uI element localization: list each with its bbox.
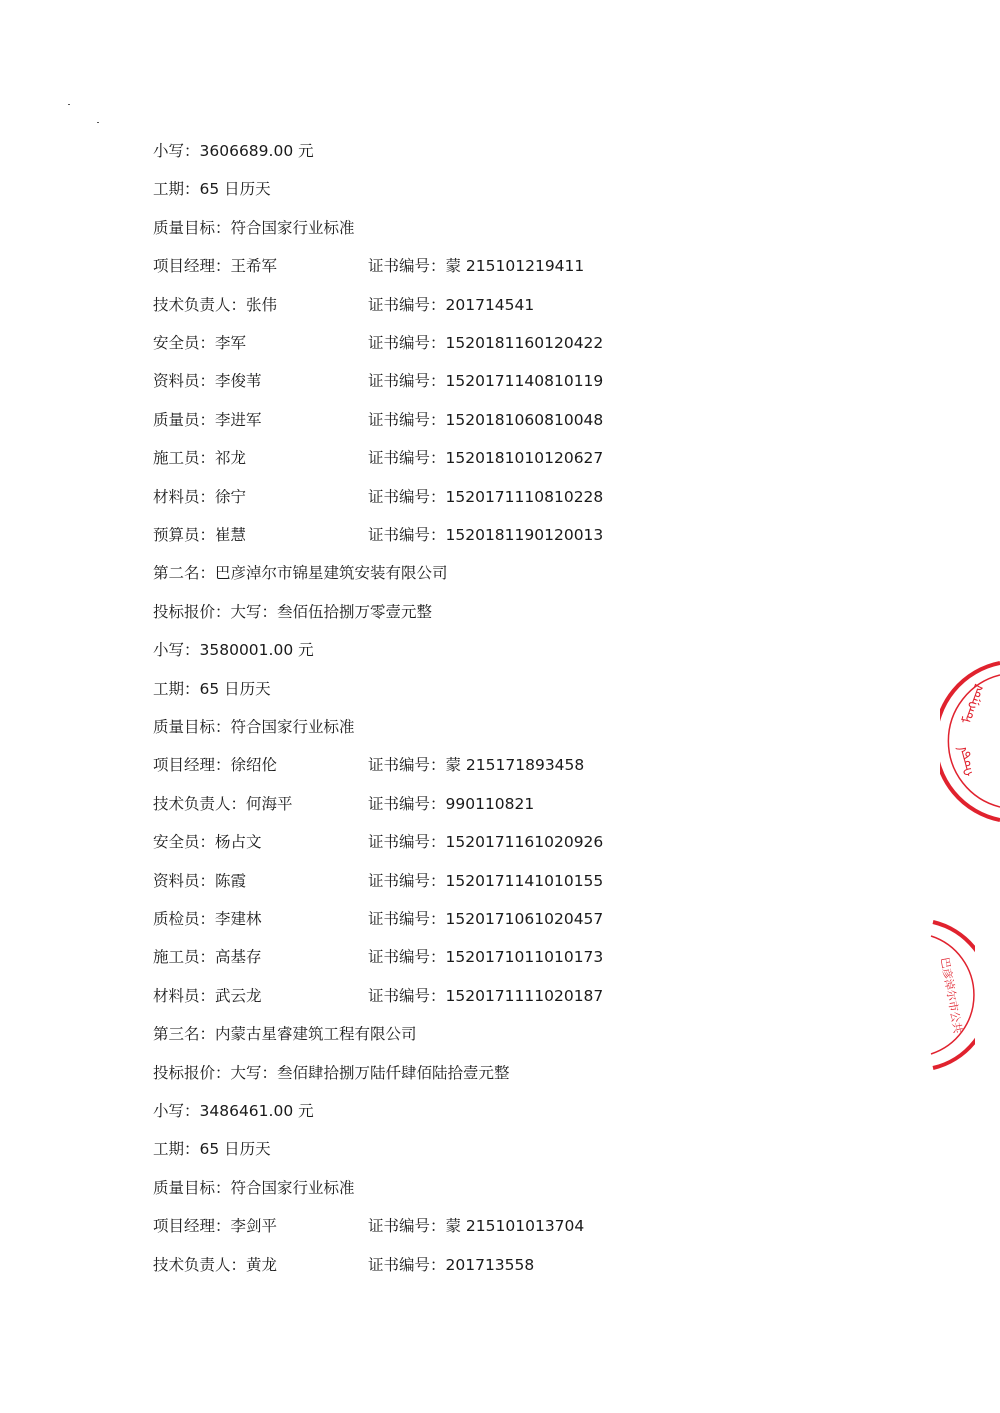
line-text: 资料员：陈霞: [153, 871, 247, 890]
line-text: 质量目标：符合国家行业标准: [153, 218, 355, 237]
certificate-number: 证书编号：1520171110810228: [368, 487, 604, 506]
red-seal-stamp-upper: [940, 655, 1000, 830]
svg-text:ᠬᠣᠲᠠ: ᠬᠣᠲᠠ: [955, 743, 978, 778]
line-text: 预算员：崔慧: [153, 526, 247, 544]
certificate-number: 证书编号：1520171061020457: [368, 910, 604, 928]
certificate-number: 证书编号：1520181160120422: [368, 334, 604, 352]
document-line: [153, 678, 271, 700]
line-text: 安全员：杨占文: [153, 833, 262, 852]
line-text: 安全员：李军: [153, 334, 247, 352]
line-text: 技术负责人：黄龙: [153, 1255, 278, 1274]
line-text: 质量目标：符合国家行业标准: [153, 1178, 355, 1197]
certificate-number: 证书编号：990110821: [368, 794, 535, 813]
line-text: 质量目标：符合国家行业标准: [153, 718, 355, 736]
document-line: [153, 486, 604, 508]
line-text: 项目经理：王希军: [153, 257, 278, 276]
line-text: 第三名：内蒙古星睿建筑工程有限公司: [153, 1025, 417, 1044]
svg-text:巴彦淖尔市公共: 巴彦淖尔市公共: [938, 956, 965, 1035]
document-line: [153, 870, 604, 892]
document-line: [153, 562, 448, 584]
document-line: [153, 716, 355, 738]
document-line: [153, 217, 355, 239]
document-line: [153, 178, 271, 200]
line-text: 材料员：武云龙: [153, 986, 262, 1005]
line-text: 小写：3580001.00 元: [153, 641, 314, 660]
document-line: [153, 1138, 271, 1160]
document-line: [153, 332, 604, 354]
line-text: 投标报价：大写：叁佰肆拾捌万陆仟肆佰陆拾壹元整: [153, 1063, 510, 1082]
line-text: 工期：65 日历天: [153, 1140, 271, 1159]
line-text: 施工员：高基存: [153, 948, 262, 967]
certificate-number: 证书编号：1520181190120013: [368, 526, 604, 544]
line-text: 技术负责人：何海平: [153, 794, 293, 813]
line-text: 资料员：李俊苇: [153, 372, 262, 391]
certificate-number: 证书编号：201713558: [368, 1255, 535, 1274]
line-text: 工期：65 日历天: [153, 679, 271, 698]
certificate-number: 证书编号：1520171011010173: [368, 948, 604, 967]
document-line: [153, 294, 535, 316]
document-line: [153, 409, 604, 431]
line-text: 小写：3486461.00 元: [153, 1102, 314, 1120]
certificate-number: 证书编号：蒙 215101219411: [368, 257, 585, 276]
line-text: 项目经理：徐绍伦: [153, 756, 278, 775]
line-text: 材料员：徐宁: [153, 487, 247, 506]
certificate-number: 证书编号：1520171161020926: [368, 833, 604, 852]
document-line: [153, 255, 585, 277]
line-text: 质检员：李建林: [153, 910, 262, 928]
certificate-number: 证书编号：蒙 215101013704: [368, 1217, 585, 1236]
certificate-number: 证书编号：1520171141010155: [368, 871, 604, 890]
document-line: [153, 985, 604, 1007]
certificate-number: 证书编号：201714541: [368, 295, 535, 314]
line-text: 技术负责人：张伟: [153, 295, 278, 314]
document-line: [153, 1215, 585, 1237]
document-line: [153, 524, 604, 546]
document-line: [153, 601, 432, 623]
document-line: [153, 946, 604, 968]
document-line: [153, 831, 604, 853]
line-text: 施工员：祁龙: [153, 449, 247, 468]
red-seal-stamp-lower: [925, 918, 975, 1073]
line-text: 小写：3606689.00 元: [153, 142, 314, 160]
scan-speck: [97, 122, 99, 123]
scan-speck: [68, 104, 70, 105]
line-text: 投标报价：大写：叁佰伍拾捌万零壹元整: [153, 602, 433, 621]
document-line: [153, 754, 585, 776]
document-line: [153, 639, 314, 661]
document-line: [153, 1023, 417, 1045]
document-line: [153, 793, 535, 815]
line-text: 工期：65 日历天: [153, 180, 271, 199]
document-line: [153, 1100, 314, 1122]
certificate-number: 证书编号：蒙 215171893458: [368, 756, 585, 775]
document-line: [153, 1254, 535, 1276]
line-text: 质量员：李进军: [153, 410, 262, 429]
certificate-number: 证书编号：1520181060810048: [368, 410, 604, 429]
certificate-number: 证书编号：1520171111020187: [368, 986, 604, 1005]
certificate-number: 证书编号：1520181010120627: [368, 449, 604, 468]
certificate-number: 证书编号：1520171140810119: [368, 372, 604, 391]
line-text: 第二名：巴彦淖尔市锦星建筑安装有限公司: [153, 564, 448, 583]
document-line: [153, 140, 314, 162]
line-text: 项目经理：李剑平: [153, 1217, 278, 1236]
document-line: [153, 370, 604, 392]
document-line: [153, 908, 604, 930]
document-line: [153, 447, 604, 469]
document-line: [153, 1177, 355, 1199]
svg-text:ᠮᠣᠩᠭᠣᠯ: ᠮᠣᠩᠭᠣᠯ: [959, 682, 988, 727]
document-line: [153, 1062, 510, 1084]
